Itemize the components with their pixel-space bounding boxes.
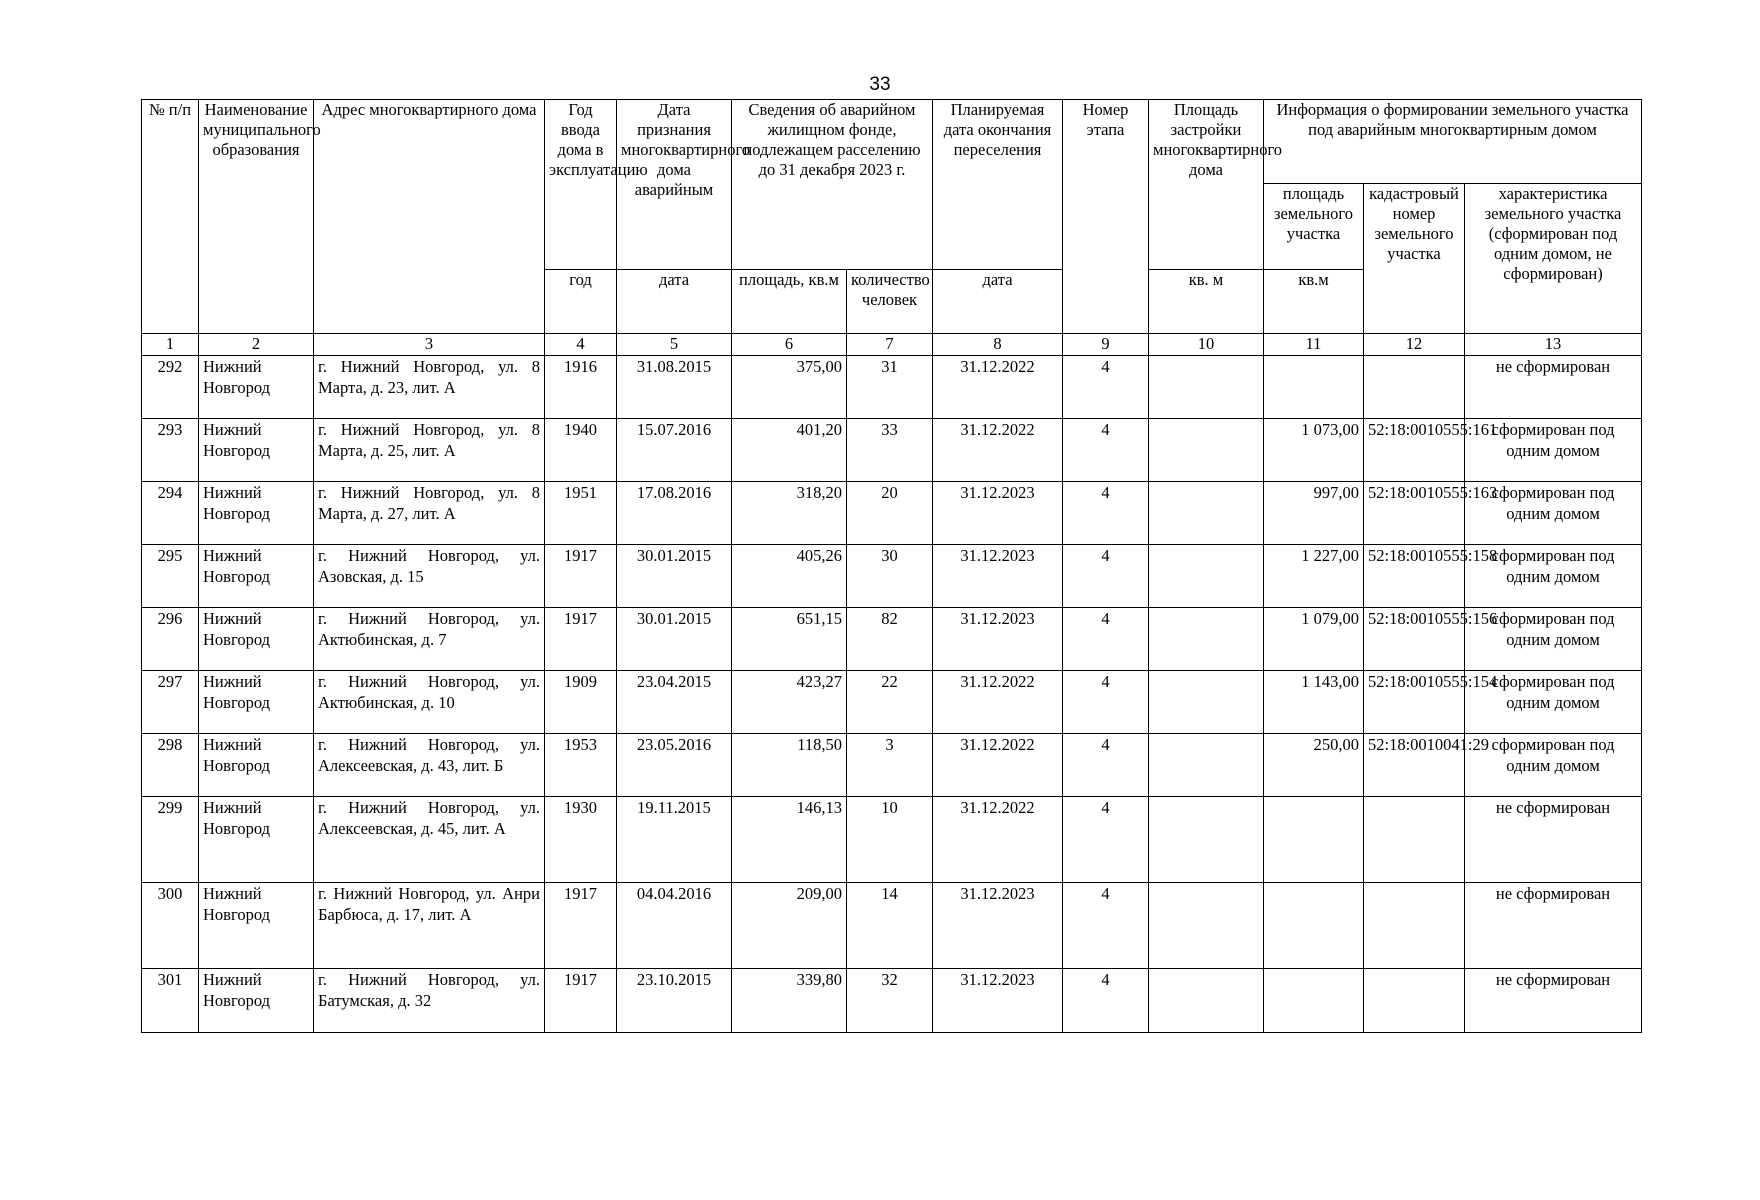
people-cell: 20 [847,482,933,545]
stage-cell: 4 [1063,969,1149,1033]
year-cell: 1930 [545,797,617,883]
unit-building-area: кв. м [1149,270,1264,334]
address-cell: г. Нижний Новгород, ул. 8 Марта, д. 25, лит. А [314,419,545,482]
planned-date-cell: 31.12.2022 [933,734,1063,797]
stage-cell: 4 [1063,419,1149,482]
land-status-cell: сформирован под одним домом [1465,608,1642,671]
unit-area: площадь, кв.м [732,270,847,334]
area-cell: 318,20 [732,482,847,545]
people-cell: 82 [847,608,933,671]
unit-planned-date: дата [933,270,1063,334]
building-area-cell [1149,671,1264,734]
building-area-cell [1149,797,1264,883]
people-cell: 14 [847,883,933,969]
unit-land-area: кв.м [1264,270,1364,334]
planned-date-cell: 31.12.2022 [933,797,1063,883]
year-cell: 1953 [545,734,617,797]
row-number: 295 [142,545,199,608]
header-fund-info: Сведения об аварийном жилищном фонде, подлежащем расселению до 31 декабря 2023 г. [732,100,933,270]
land-status-cell: сформирован под одним домом [1465,545,1642,608]
row-number: 301 [142,969,199,1033]
land-area-cell [1264,883,1364,969]
address-cell: г. Нижний Новгород, ул. Анри Барбюса, д. 17, лит. А [314,883,545,969]
year-cell: 1951 [545,482,617,545]
people-cell: 32 [847,969,933,1033]
date-cell: 04.04.2016 [617,883,732,969]
people-cell: 30 [847,545,933,608]
people-cell: 3 [847,734,933,797]
cadastral-cell [1364,797,1465,883]
area-cell: 339,80 [732,969,847,1033]
area-cell: 405,26 [732,545,847,608]
planned-date-cell: 31.12.2023 [933,608,1063,671]
people-cell: 31 [847,356,933,419]
unit-date: дата [617,270,732,334]
year-cell: 1917 [545,608,617,671]
column-number: 4 [545,334,617,356]
people-cell: 33 [847,419,933,482]
land-status-cell: сформирован под одним домом [1465,671,1642,734]
cadastral-cell [1364,969,1465,1033]
address-cell: г. Нижний Новгород, ул. 8 Марта, д. 27, лит. А [314,482,545,545]
header-land-status: характеристика земельного участка (сформирован под одним домом, не сформирован) [1465,184,1642,334]
unit-people: количество человек [847,270,933,334]
land-area-cell [1264,797,1364,883]
building-area-cell [1149,883,1264,969]
row-number: 299 [142,797,199,883]
table-row [142,356,1642,419]
area-cell: 423,27 [732,671,847,734]
land-status-cell: не сформирован [1465,969,1642,1033]
table-row [142,419,1642,482]
municipality-cell: Нижний Новгород [199,419,314,482]
date-cell: 23.05.2016 [617,734,732,797]
land-status-cell: сформирован под одним домом [1465,734,1642,797]
row-number: 300 [142,883,199,969]
header-year: Год ввода дома в эксплуатацию [545,100,617,270]
date-cell: 15.07.2016 [617,419,732,482]
building-area-cell [1149,356,1264,419]
table-row [142,883,1642,969]
year-cell: 1916 [545,356,617,419]
area-cell: 375,00 [732,356,847,419]
building-area-cell [1149,734,1264,797]
header-cadastral: кадастровый номер земельного участка [1364,184,1465,334]
address-cell: г. Нижний Новгород, ул. Актюбинская, д. 10 [314,671,545,734]
column-number: 3 [314,334,545,356]
header-land-info: Информация о формировании земельного участка под аварийным многоквартирным домом [1264,100,1642,184]
table-row [142,797,1642,883]
date-cell: 19.11.2015 [617,797,732,883]
planned-date-cell: 31.12.2022 [933,419,1063,482]
area-cell: 146,13 [732,797,847,883]
header-planned-date: Планируемая дата окончания переселения [933,100,1063,270]
land-area-cell: 1 079,00 [1264,608,1364,671]
table-row [142,545,1642,608]
area-cell: 651,15 [732,608,847,671]
planned-date-cell: 31.12.2023 [933,545,1063,608]
municipality-cell: Нижний Новгород [199,356,314,419]
land-area-cell: 1 143,00 [1264,671,1364,734]
address-cell: г. Нижний Новгород, ул. Актюбинская, д. 7 [314,608,545,671]
row-number: 297 [142,671,199,734]
column-number: 12 [1364,334,1465,356]
row-number: 292 [142,356,199,419]
column-number: 7 [847,334,933,356]
date-cell: 31.08.2015 [617,356,732,419]
municipality-cell: Нижний Новгород [199,969,314,1033]
stage-cell: 4 [1063,797,1149,883]
unit-year: год [545,270,617,334]
people-cell: 10 [847,797,933,883]
cadastral-cell: 52:18:0010555:161 [1364,419,1465,482]
date-cell: 30.01.2015 [617,608,732,671]
header-building-area: Площадь застройки многоквартирного дома [1149,100,1264,270]
building-area-cell [1149,969,1264,1033]
people-cell: 22 [847,671,933,734]
cadastral-cell: 52:18:0010555:163 [1364,482,1465,545]
column-number: 1 [142,334,199,356]
land-status-cell: сформирован под одним домом [1465,482,1642,545]
cadastral-cell: 52:18:0010555:154 [1364,671,1465,734]
land-area-cell: 1 227,00 [1264,545,1364,608]
column-number-row [142,334,1642,356]
column-number: 6 [732,334,847,356]
table-row [142,608,1642,671]
row-number: 294 [142,482,199,545]
municipality-cell: Нижний Новгород [199,482,314,545]
date-cell: 30.01.2015 [617,545,732,608]
address-cell: г. Нижний Новгород, ул. Азовская, д. 15 [314,545,545,608]
municipality-cell: Нижний Новгород [199,797,314,883]
stage-cell: 4 [1063,883,1149,969]
address-cell: г. Нижний Новгород, ул. 8 Марта, д. 23, лит. А [314,356,545,419]
municipality-cell: Нижний Новгород [199,545,314,608]
stage-cell: 4 [1063,734,1149,797]
land-area-cell [1264,356,1364,419]
header-address: Адрес многоквартирного дома [314,100,545,334]
municipality-cell: Нижний Новгород [199,883,314,969]
table-row [142,734,1642,797]
land-area-cell: 1 073,00 [1264,419,1364,482]
building-area-cell [1149,419,1264,482]
year-cell: 1917 [545,883,617,969]
row-number: 296 [142,608,199,671]
year-cell: 1909 [545,671,617,734]
table-row [142,969,1642,1033]
column-number: 10 [1149,334,1264,356]
table-row [142,482,1642,545]
planned-date-cell: 31.12.2022 [933,356,1063,419]
land-status-cell: не сформирован [1465,883,1642,969]
building-area-cell [1149,608,1264,671]
column-number: 8 [933,334,1063,356]
planned-date-cell: 31.12.2023 [933,883,1063,969]
land-status-cell: не сформирован [1465,797,1642,883]
address-cell: г. Нижний Новгород, ул. Алексеевская, д. 43, лит. Б [314,734,545,797]
area-cell: 401,20 [732,419,847,482]
land-status-cell: сформирован под одним домом [1465,419,1642,482]
date-cell: 17.08.2016 [617,482,732,545]
municipality-cell: Нижний Новгород [199,671,314,734]
row-number: 298 [142,734,199,797]
column-number: 9 [1063,334,1149,356]
area-cell: 118,50 [732,734,847,797]
planned-date-cell: 31.12.2022 [933,671,1063,734]
page-number: 33 [869,74,891,95]
header-stage: Номер этапа [1063,100,1149,334]
cadastral-cell [1364,883,1465,969]
building-area-cell [1149,545,1264,608]
planned-date-cell: 31.12.2023 [933,969,1063,1033]
building-area-cell [1149,482,1264,545]
land-area-cell [1264,969,1364,1033]
area-cell: 209,00 [732,883,847,969]
column-number: 5 [617,334,732,356]
stage-cell: 4 [1063,356,1149,419]
table-row [142,671,1642,734]
column-number: 2 [199,334,314,356]
year-cell: 1917 [545,969,617,1033]
row-number: 293 [142,419,199,482]
stage-cell: 4 [1063,671,1149,734]
column-number: 11 [1264,334,1364,356]
municipality-cell: Нижний Новгород [199,734,314,797]
address-cell: г. Нижний Новгород, ул. Алексеевская, д. 45, лит. А [314,797,545,883]
land-status-cell: не сформирован [1465,356,1642,419]
stage-cell: 4 [1063,482,1149,545]
cadastral-cell: 52:18:0010041:29 [1364,734,1465,797]
land-area-cell: 250,00 [1264,734,1364,797]
address-cell: г. Нижний Новгород, ул. Батумская, д. 32 [314,969,545,1033]
stage-cell: 4 [1063,608,1149,671]
emergency-housing-table [141,99,1642,1033]
land-area-cell: 997,00 [1264,482,1364,545]
municipality-cell: Нижний Новгород [199,608,314,671]
header-num: № п/п [142,100,199,334]
year-cell: 1940 [545,419,617,482]
planned-date-cell: 31.12.2023 [933,482,1063,545]
header-land-area: площадь земельного участка [1264,184,1364,270]
cadastral-cell [1364,356,1465,419]
year-cell: 1917 [545,545,617,608]
header-date-recognized: Дата признания многоквартирного дома аварийным [617,100,732,270]
cadastral-cell: 52:18:0010555:156 [1364,608,1465,671]
column-number: 13 [1465,334,1642,356]
header-municipality: Наименование муниципального образования [199,100,314,334]
date-cell: 23.04.2015 [617,671,732,734]
date-cell: 23.10.2015 [617,969,732,1033]
stage-cell: 4 [1063,545,1149,608]
cadastral-cell: 52:18:0010555:158 [1364,545,1465,608]
